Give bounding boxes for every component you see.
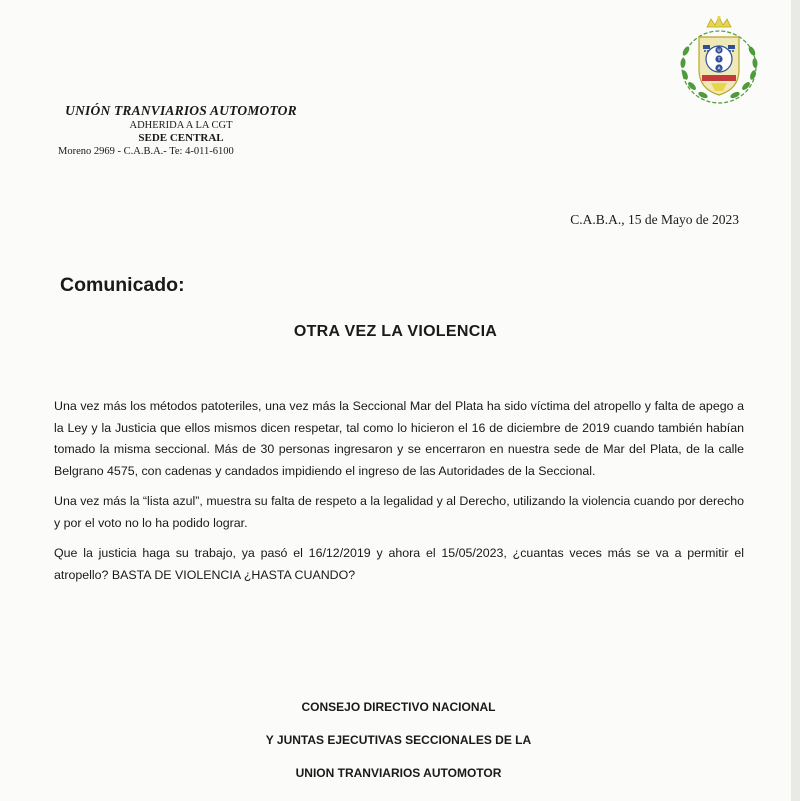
crown-icon [707, 16, 731, 27]
svg-text:U: U [717, 47, 721, 53]
body-paragraph: Una vez más la “lista azul”, muestra su falta de respeto a la legalidad y al Derecho, utilizando la violencia cuando por derecho y por el voto no lo ha podido lograr. [54, 494, 744, 530]
headquarters: SEDE CENTRAL [138, 132, 224, 144]
document-heading: Comunicado: [60, 274, 185, 296]
uta-logo [677, 15, 761, 105]
document-title: OTRA VEZ LA VIOLENCIA [293, 323, 498, 340]
svg-text:A: A [717, 65, 721, 71]
affiliation: ADHERIDA A LA CGT [129, 120, 233, 131]
svg-text:T: T [717, 56, 721, 62]
org-name: UNIÓN TRANVIARIOS AUTOMOTOR [65, 103, 297, 118]
document-date: C.A.B.A., 15 de Mayo de 2023 [570, 212, 739, 227]
body-paragraph: Una vez más los métodos patoteriles, una vez más la Seccional Mar del Plata ha sido víctima del atropello y falta de apego a la Ley y la Justicia que ellos mismos dicen respetar, tal como lo hicieron el 16 de diciembre de 2019 cuando también habían tomado la misma seccional. Más de 30 personas ingresaron y se encerraron en nuestra sede de Mar del Plata, de la calle Belgrano 4575, con cadenas y candados impidiendo el ingreso de las Autoridades de la Seccional. [54, 399, 744, 478]
document-body [54, 396, 744, 595]
signature-line: CONSEJO DIRECTIVO NACIONAL [301, 700, 496, 714]
signature-line: UNION TRANVIARIOS AUTOMOTOR [295, 766, 502, 780]
signature-line: Y JUNTAS EJECUTIVAS SECCIONALES DE LA [265, 733, 532, 747]
body-paragraph: Que la justicia haga su trabajo, ya pasó el 16/12/2019 y ahora el 15/05/2023, ¿cuantas veces más se va a permitir el atropello? BASTA DE VIOLENCIA ¿HASTA CUANDO? [54, 546, 744, 582]
signature-block [0, 699, 797, 798]
page-edge [791, 0, 800, 801]
letterhead [56, 103, 306, 158]
address: Moreno 2969 - C.A.B.A.- Te: 4-011-6100 [58, 146, 234, 157]
